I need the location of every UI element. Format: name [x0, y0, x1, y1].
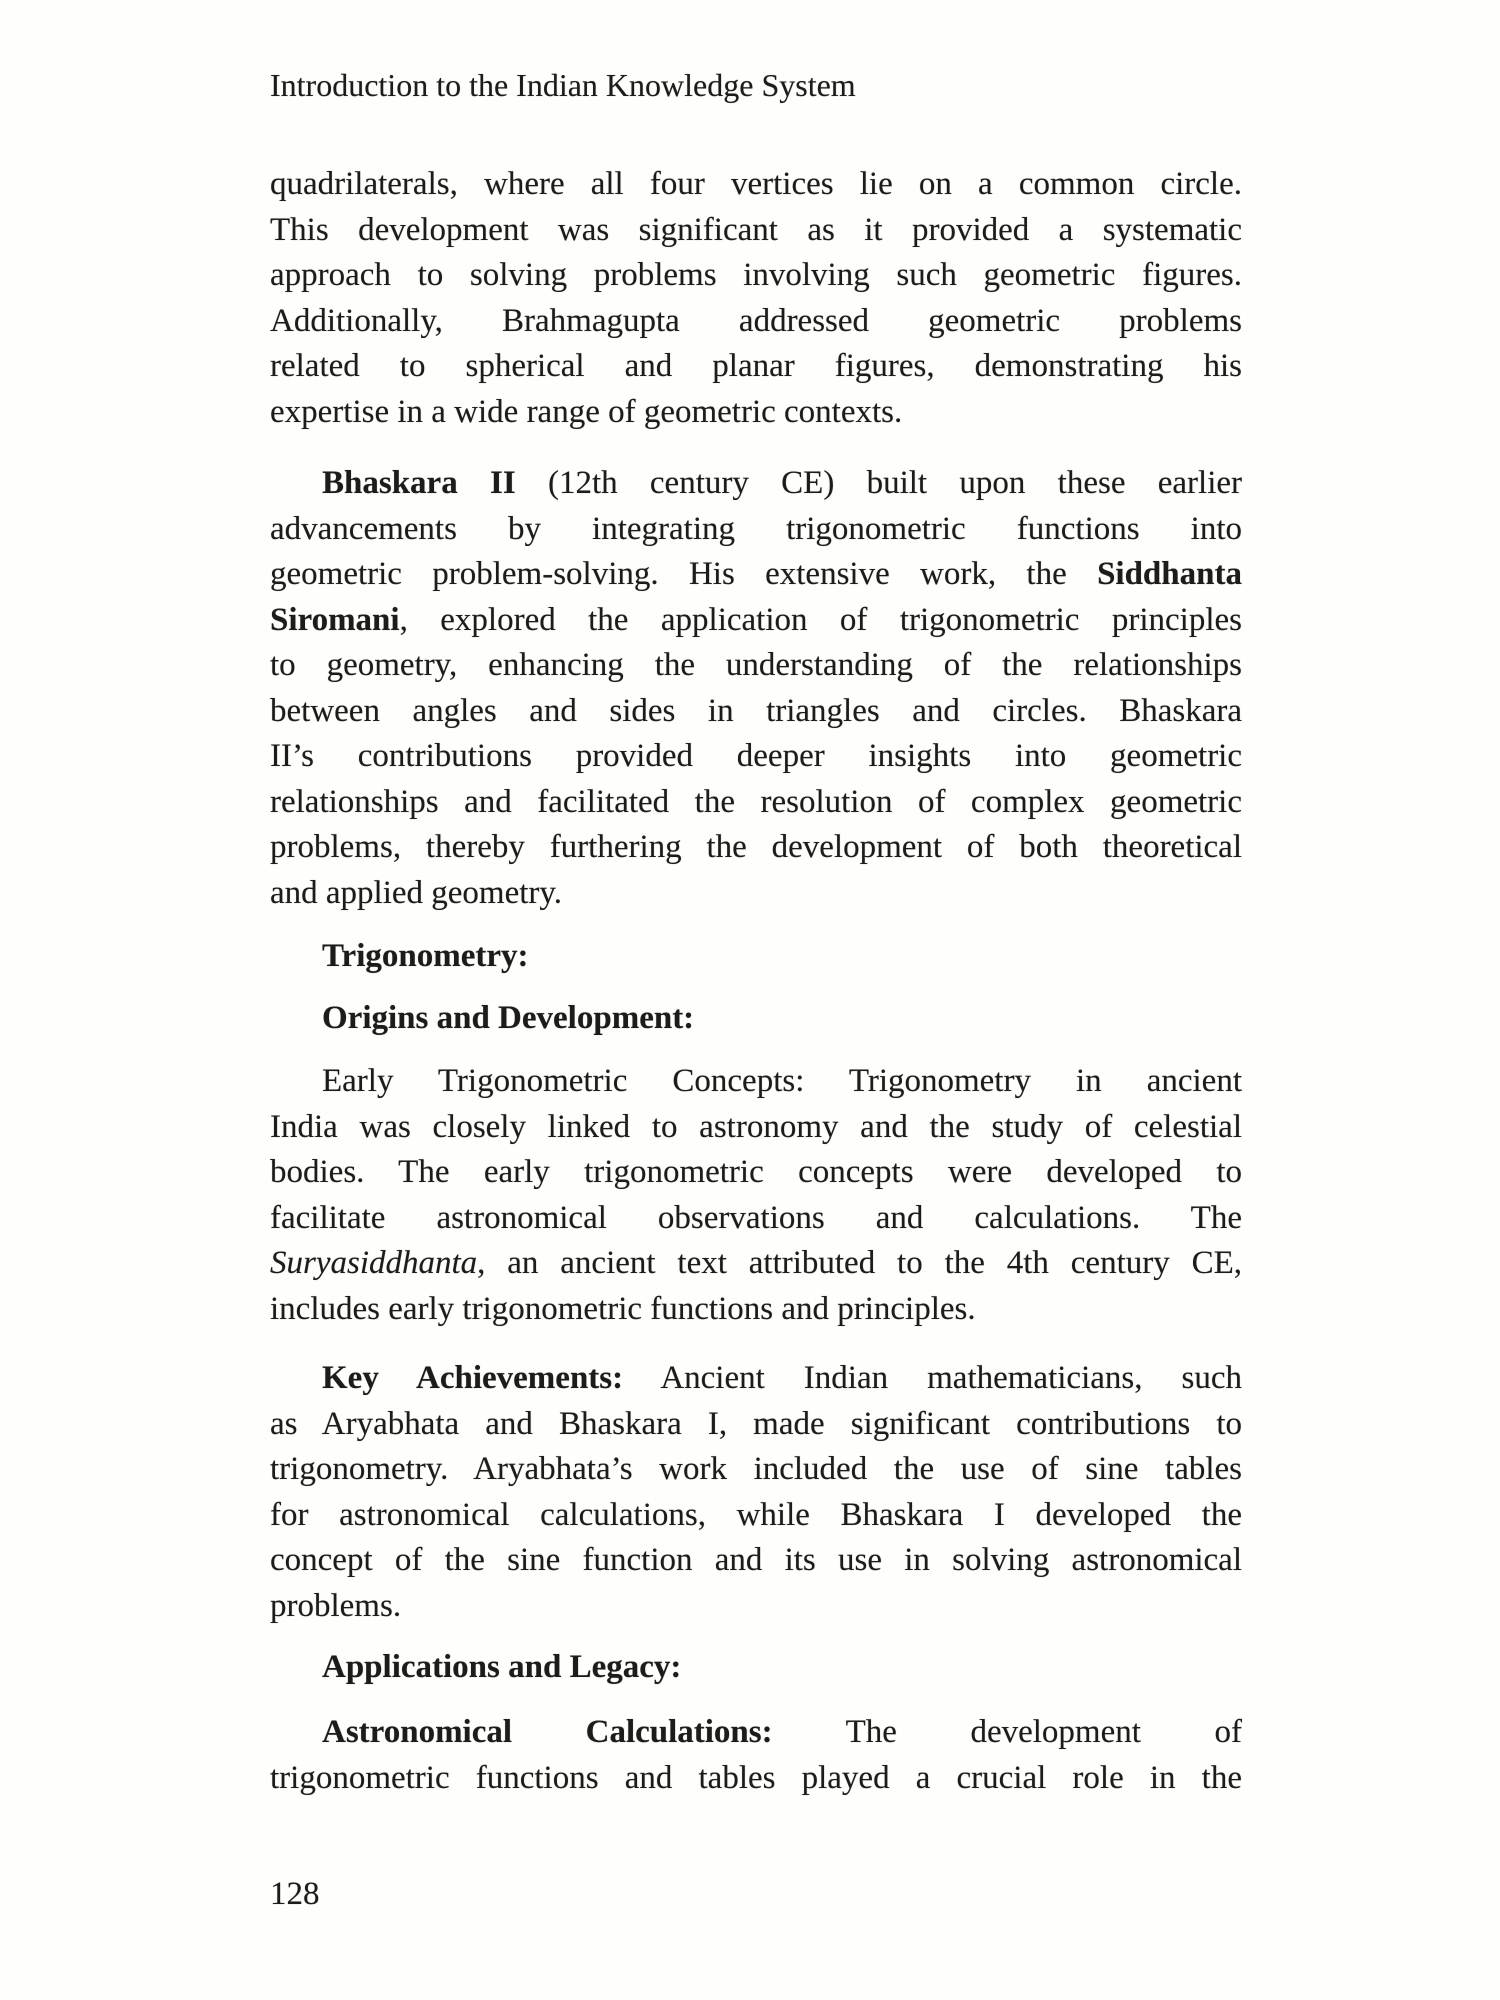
- body-text: , explored the application of trigonometric principles: [399, 601, 1242, 638]
- body-text: trigonometry. Aryabhata’s work included the use of sine tables: [270, 1451, 1242, 1487]
- body-text: Early Trigonometric Concepts: Trigonometry in ancient: [322, 1063, 1242, 1099]
- body-text: for astronomical calculations, while Bhaskara I developed the: [270, 1496, 1242, 1533]
- body-text: to geometry, enhancing the understanding of the relationships: [270, 647, 1242, 683]
- body-text: (12th century CE) built upon these earlier: [515, 465, 1243, 501]
- body-text: II’s contributions provided deeper insights into geometric: [270, 738, 1242, 774]
- text-line: [270, 1105, 1242, 1151]
- paragraph-bhaskara-ii: [270, 461, 1242, 916]
- body-text: advancements by integrating trigonometric functions into: [270, 510, 1242, 547]
- body-text: as Aryabhata and Bhaskara I, made significant contributions to: [270, 1405, 1242, 1442]
- body-text: concept of the sine function and its use in solving astronomical: [270, 1542, 1242, 1578]
- body-text: approach to solving problems involving such geometric figures.: [270, 257, 1242, 293]
- body-text: Ancient Indian mathematicians, such: [623, 1360, 1242, 1396]
- text-line: [270, 1756, 1242, 1802]
- paragraph-key-achievements: [270, 1356, 1242, 1629]
- text-line: [270, 507, 1242, 553]
- text-line: [270, 1447, 1242, 1493]
- text-line: [270, 1584, 1242, 1630]
- body-text: trigonometric functions and tables played a crucial role in the: [270, 1759, 1242, 1796]
- body-text: The development of: [772, 1714, 1242, 1750]
- heading-trigonometry: Trigonometry:: [322, 938, 529, 974]
- text-line: [270, 344, 1242, 390]
- bold-text: Bhaskara II: [322, 465, 516, 501]
- text-line: [270, 1287, 1242, 1333]
- text-line: [270, 208, 1242, 254]
- text-line: [270, 162, 1242, 208]
- text-line: [270, 552, 1242, 598]
- body-text: expertise in a wide range of geometric contexts.: [270, 393, 903, 430]
- text-line: [270, 689, 1242, 735]
- running-header: Introduction to the Indian Knowledge System: [270, 67, 856, 103]
- bold-text: Astronomical Calculations:: [322, 1714, 773, 1750]
- page-number: 128: [270, 1876, 320, 1912]
- text-line: [270, 734, 1242, 780]
- text-line: [270, 253, 1242, 299]
- text-line: [270, 1150, 1242, 1196]
- bold-text: Siddhanta: [1097, 556, 1242, 592]
- text-line: [270, 598, 1242, 644]
- bold-text: Key Achievements:: [322, 1360, 624, 1396]
- text-line: [270, 299, 1242, 345]
- text-line: [270, 1059, 1242, 1105]
- body-text: Additionally, Brahmagupta addressed geometric problems: [270, 302, 1242, 339]
- body-text: quadrilaterals, where all four vertices lie on a common circle.: [270, 166, 1242, 202]
- body-text: problems.: [270, 1587, 402, 1624]
- text-line: [270, 643, 1242, 689]
- body-text: problems, thereby furthering the development of both theoretical: [270, 829, 1242, 865]
- text-line: [270, 1538, 1242, 1584]
- text-line: [270, 1241, 1242, 1287]
- heading-origins-and-development: Origins and Development:: [322, 1000, 695, 1036]
- heading-applications-and-legacy: Applications and Legacy:: [322, 1649, 682, 1685]
- text-line: [270, 1356, 1242, 1402]
- italic-text: Suryasiddhanta: [270, 1245, 478, 1281]
- paragraph-early-trigonometric-concepts: [270, 1059, 1242, 1332]
- text-line: [270, 461, 1242, 507]
- body-text: relationships and facilitated the resolution of complex geometric: [270, 783, 1242, 820]
- body-text: , an ancient text attributed to the 4th century CE,: [477, 1245, 1242, 1281]
- text-line: [270, 780, 1242, 826]
- body-text: facilitate astronomical observations and calculations. The: [270, 1199, 1242, 1236]
- body-text: between angles and sides in triangles and circles. Bhaskara: [270, 692, 1242, 729]
- paragraph-continuation-brahmagupta: [270, 162, 1242, 435]
- text-line: [270, 825, 1242, 871]
- text-line: [270, 1196, 1242, 1242]
- body-text: bodies. The early trigonometric concepts were developed to: [270, 1154, 1242, 1190]
- text-line: [270, 1402, 1242, 1448]
- text-line: [270, 390, 1242, 436]
- text-line: [270, 1493, 1242, 1539]
- text-line: [270, 1710, 1242, 1756]
- body-text: and applied geometry.: [270, 874, 563, 911]
- bold-text: Siromani: [270, 601, 400, 638]
- text-line: [270, 871, 1242, 917]
- body-text: geometric problem-solving. His extensive work, the: [270, 556, 1098, 592]
- body-text: includes early trigonometric functions and principles.: [270, 1290, 976, 1327]
- body-text: related to spherical and planar figures, demonstrating his: [270, 348, 1242, 384]
- paragraph-astronomical-calculations: [270, 1710, 1242, 1801]
- body-text: India was closely linked to astronomy and the study of celestial: [270, 1108, 1242, 1145]
- body-text: This development was significant as it provided a systematic: [270, 211, 1242, 248]
